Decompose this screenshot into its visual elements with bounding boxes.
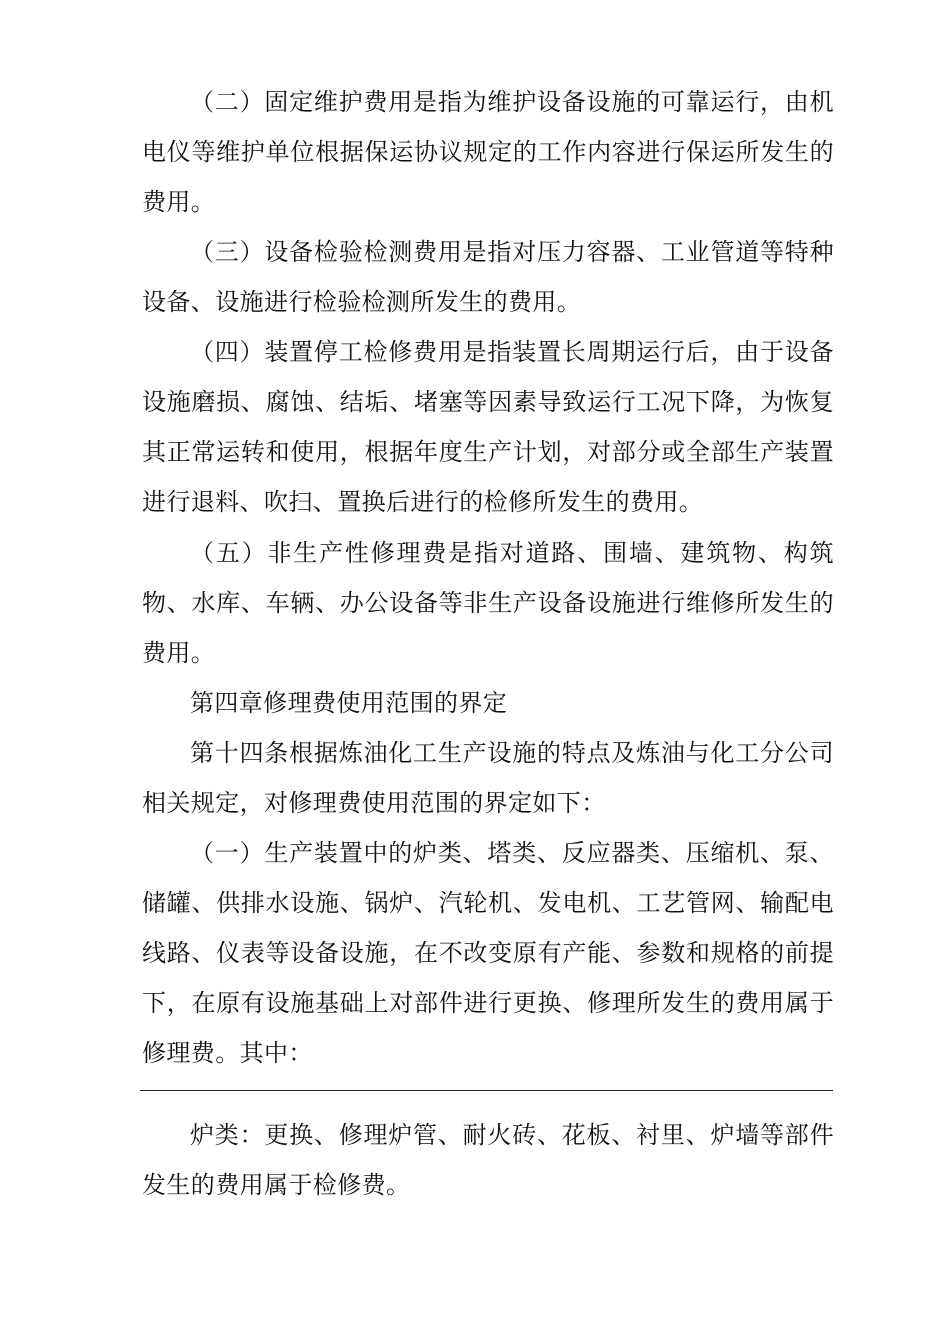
paragraph-inspection-cost: （三）设备检验检测费用是指对压力容器、工业管道等特种设备、设施进行检验检测所发生的费用。 [142,238,834,316]
paragraph-non-production-repair-cost: （五）非生产性修理费是指对道路、围墙、建筑物、构筑物、水库、车辆、办公设备等非生产设备设施进行维修所发生的费用。 [142,539,834,667]
footnote-text: 炉类：更换、修理炉管、耐火砖、花板、衬里、炉墙等部件发生的费用属于检修费。 [142,1121,834,1199]
chapter-heading: 第四章修理费使用范围的界定 [190,689,508,717]
paragraph-shutdown-overhaul-cost: （四）装置停工检修费用是指装置长周期运行后，由于设备设施磨损、腐蚀、结垢、堵塞等因素导致运行工况下降，为恢复其正常运转和使用，根据年度生产计划，对部分或全部生产装置进行退料、吹扫、置换后进行的检修所发生的费用。 [142,338,834,516]
article-14: 第十四条根据炼油化工生产设施的特点及炼油与化工分公司相关规定，对修理费使用范围的界定如下： [142,739,834,817]
paragraph-fixed-maintenance-cost: （二）固定维护费用是指为维护设备设施的可靠运行，由机电仪等维护单位根据保运协议规定的工作内容进行保运所发生的费用。 [142,88,834,216]
footnote-divider [140,1090,833,1091]
item-1-production-equipment: （一）生产装置中的炉类、塔类、反应器类、压缩机、泵、储罐、供排水设施、锅炉、汽轮机、发电机、工艺管网、输配电线路、仪表等设备设施，在不改变原有产能、参数和规格的前提下，在原有设施基础上对部件进行更换、修理所发生的费用属于修理费。其中： [142,839,834,1067]
